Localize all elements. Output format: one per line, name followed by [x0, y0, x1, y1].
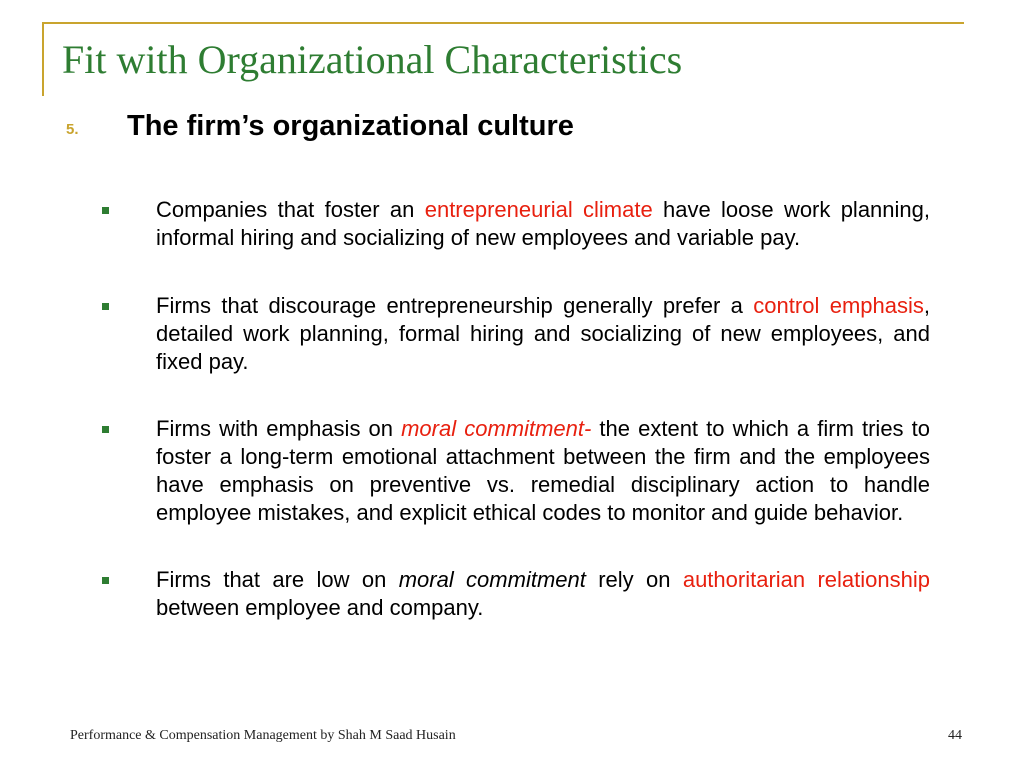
- bullet-list: [100, 196, 930, 622]
- highlight-text: moral commitment-: [401, 416, 592, 441]
- bullet-item: [100, 292, 930, 376]
- highlight-text: entrepreneurial climate: [424, 197, 653, 222]
- section-heading: The firm’s organizational culture: [127, 110, 574, 142]
- bullet-text: , detailed work planning, formal hiring and socializing of new employees, and fixed pay.: [156, 293, 930, 374]
- bullet-text: the extent to which a firm tries to foster a long-term emotional attachment between the firm and the employees have emphasis on preventive vs. remedial disciplinary action to handle employee mistakes, and explicit ethical codes to monitor and guide behavior.: [156, 416, 930, 525]
- section-number: 5.: [66, 121, 79, 138]
- bullet-text: Firms that are low on: [156, 567, 399, 592]
- bullet-text: between employee and company.: [156, 595, 484, 620]
- square-bullet-icon: [102, 577, 109, 584]
- bullet-text: have loose work planning, informal hiring and socializing of new employees and variable pay.: [156, 197, 930, 250]
- bullet-text: Companies that foster an: [156, 197, 425, 222]
- slide-title: Fit with Organizational Characteristics: [62, 37, 683, 82]
- bullet-item: [100, 566, 930, 622]
- highlight-text: authoritarian relationship: [682, 567, 930, 592]
- square-bullet-icon: [102, 303, 109, 310]
- highlight-text: control emphasis: [753, 293, 924, 318]
- bullet-text: rely on: [585, 567, 683, 592]
- square-bullet-icon: [102, 207, 109, 214]
- page-number: 44: [948, 728, 962, 743]
- emphasis-text: moral commitment: [398, 567, 586, 592]
- bullet-text: Firms with emphasis on: [156, 416, 402, 441]
- square-bullet-icon: [102, 426, 109, 433]
- frame-left-line: [42, 22, 44, 96]
- bullet-item: [100, 196, 930, 252]
- frame-top-line: [42, 22, 964, 24]
- footer-credit: Performance & Compensation Management by Shah M Saad Husain: [70, 728, 456, 743]
- bullet-text: Firms that discourage entrepreneurship generally prefer a: [156, 293, 754, 318]
- bullet-item: [100, 415, 930, 527]
